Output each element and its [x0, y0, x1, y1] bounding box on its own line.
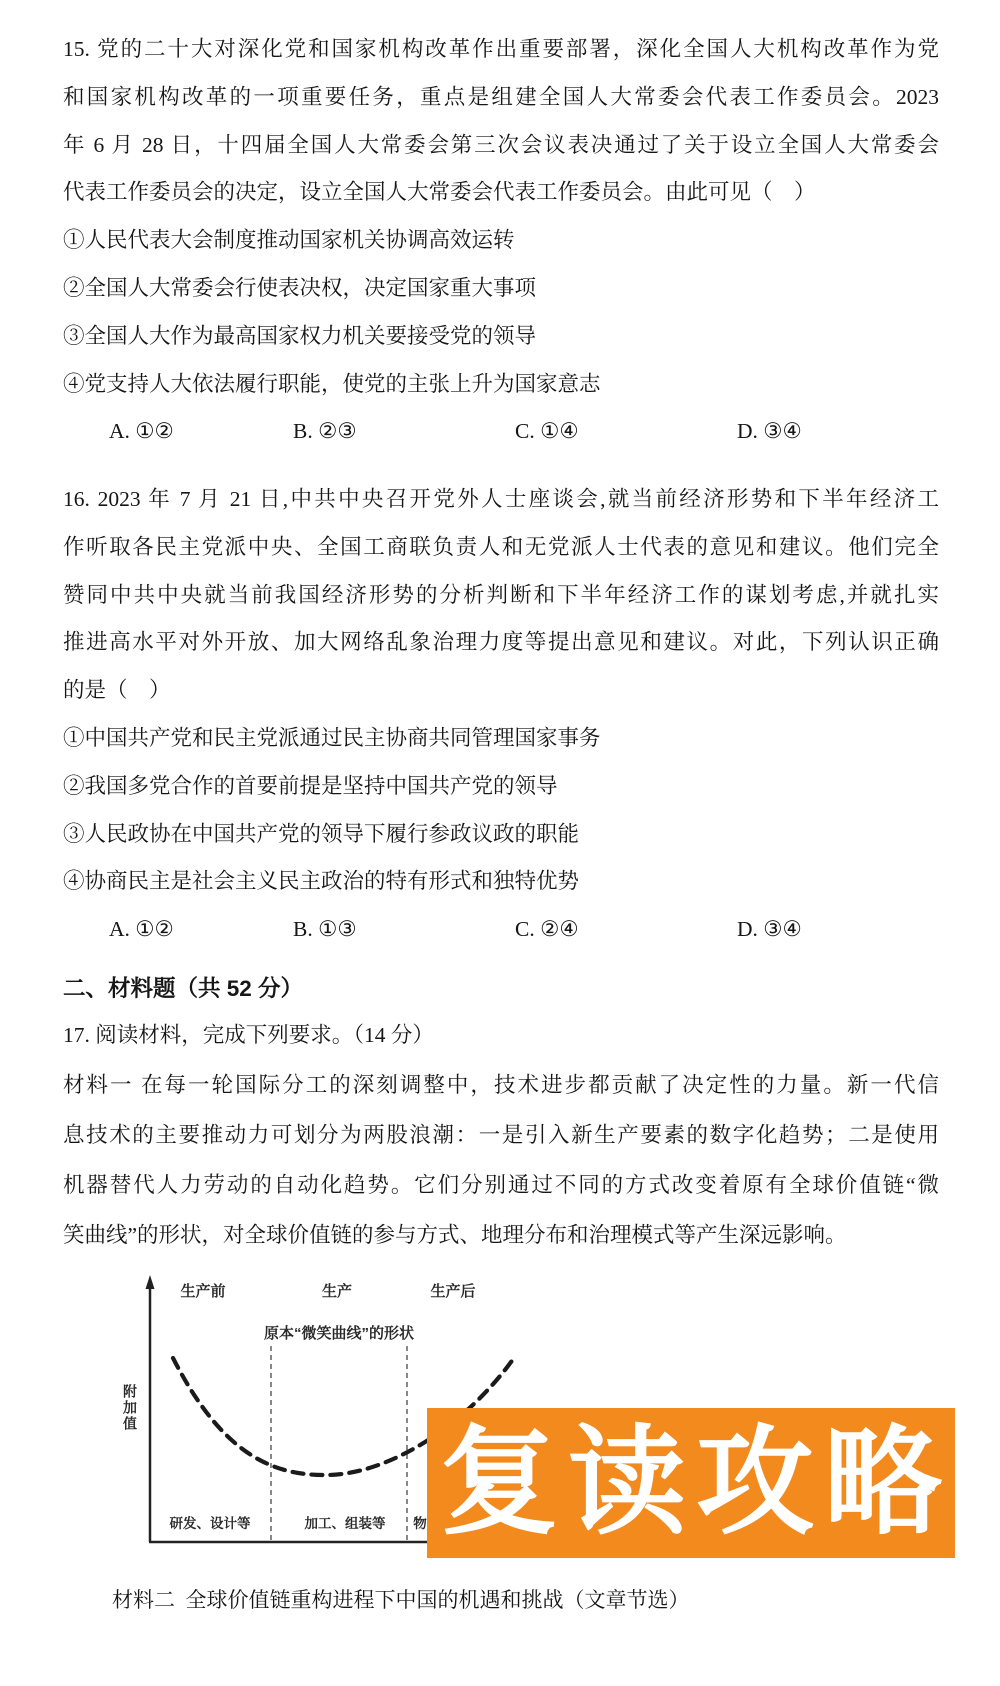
- q16-choice-a: A. ①②: [109, 917, 174, 942]
- q15-option-4: ④党支持人大依法履行职能，使党的主张上升为国家意志: [63, 371, 601, 396]
- q16-choice-b: B. ①③: [293, 917, 357, 942]
- q16-stem-line-2: 作听取各民主党派中央、全国工商联负责人和无党派人士代表的意见和建议。他们完全: [63, 534, 939, 559]
- q16-choice-d: D. ③④: [737, 917, 802, 942]
- q16-choice-c: C. ②④: [515, 917, 579, 942]
- material1-line-3: 机器替代人力劳动的自动化趋势。它们分别通过不同的方式改变着原有全球价值链“微: [63, 1173, 939, 1197]
- bottom-label-logistics-partial: 物: [413, 1516, 427, 1531]
- q16-stem-line-1: 16. 2023 年 7 月 21 日,中共中央召开党外人士座谈会,就当前经济形势和下半年经济工: [63, 487, 939, 511]
- q15-choice-c: C. ①④: [515, 419, 579, 444]
- q15-choices-row: [63, 408, 939, 456]
- q15-option-1: ①人民代表大会制度推动国家机关协调高效运转: [63, 228, 515, 253]
- material-1-paragraph: [63, 1060, 939, 1260]
- q16-stem-line-3: 赞同中共中央就当前我国经济形势的分析判断和下半年经济工作的谋划考虑,并就扎实: [63, 582, 939, 607]
- q15-stem-line-4: 代表工作委员会的决定，设立全国人大常委会代表工作委员会。由此可见（ ）: [63, 180, 816, 205]
- q15-stem-line-2: 和国家机构改革的一项重要任务，重点是组建全国人大常委会代表工作委员会。2023: [63, 84, 939, 109]
- bottom-label-rd-design: 研发、设计等: [169, 1516, 251, 1531]
- bottom-label-processing-assembly: 加工、组装等: [304, 1516, 386, 1531]
- material1-line-1: 材料一 在每一轮国际分工的深刻调整中，技术进步都贡献了决定性的力量。新一代信: [63, 1073, 939, 1097]
- chart-annotation: 原本“微笑曲线”的形状: [263, 1325, 414, 1342]
- y-axis-label: 附加值: [122, 1384, 138, 1432]
- stage-label-production: 生产: [321, 1283, 352, 1300]
- q15-option-2: ②全国人大常委会行使表决权，决定国家重大事项: [63, 275, 537, 300]
- question-16: [63, 476, 939, 954]
- watermark-text: 复读攻略: [439, 1417, 952, 1549]
- stage-label-post-production: 生产后: [430, 1283, 476, 1300]
- q16-choices-row: [63, 906, 939, 954]
- q16-option-2: ②我国多党合作的首要前提是坚持中国共产党的领导: [63, 773, 558, 798]
- q15-choice-a: A. ①②: [109, 419, 174, 444]
- material-2-caption: 材料二 全球价值链重构进程下中国的机遇和挑战（文章节选）: [112, 1588, 690, 1612]
- q15-stem-line-3: 年 6 月 28 日，十四届全国人大常委会第三次会议表决通过了关于设立全国人大常委会: [63, 132, 939, 157]
- q16-option-3: ③人民政协在中国共产党的领导下履行参政议政的职能: [63, 821, 580, 846]
- q15-choice-b: B. ②③: [293, 419, 357, 444]
- q16-stem-line-4: 推进高水平对外开放、加大网络乱象治理力度等提出意见和建议。对此，下列认识正确: [63, 630, 939, 655]
- q16-stem-line-5: 的是（ ）: [63, 678, 171, 703]
- q17-title: 17. 阅读材料，完成下列要求。（14 分）: [63, 1023, 434, 1047]
- q16-option-4: ④协商民主是社会主义民主政治的特有形式和独特优势: [63, 869, 580, 894]
- q15-choice-d: D. ③④: [737, 419, 802, 444]
- material1-line-4: 笑曲线”的形状，对全球价值链的参与方式、地理分布和治理模式等产生深远影响。: [63, 1223, 847, 1247]
- section-2-header: 二、材料题（共 52 分）: [63, 976, 304, 1001]
- material1-line-2: 息技术的主要推动力可划分为两股浪潮：一是引入新生产要素的数字化趋势；二是使用: [63, 1123, 939, 1147]
- watermark-overlay: [427, 1408, 955, 1558]
- q16-option-1: ①中国共产党和民主党派通过民主协商共同管理国家事务: [63, 725, 601, 750]
- question-15: [63, 26, 939, 456]
- q15-stem-line-1: 15. 党的二十大对深化党和国家机构改革作出重要部署，深化全国人大机构改革作为党: [63, 37, 939, 61]
- stage-label-pre-production: 生产前: [180, 1283, 226, 1300]
- q15-option-3: ③全国人大作为最高国家权力机关要接受党的领导: [63, 323, 537, 348]
